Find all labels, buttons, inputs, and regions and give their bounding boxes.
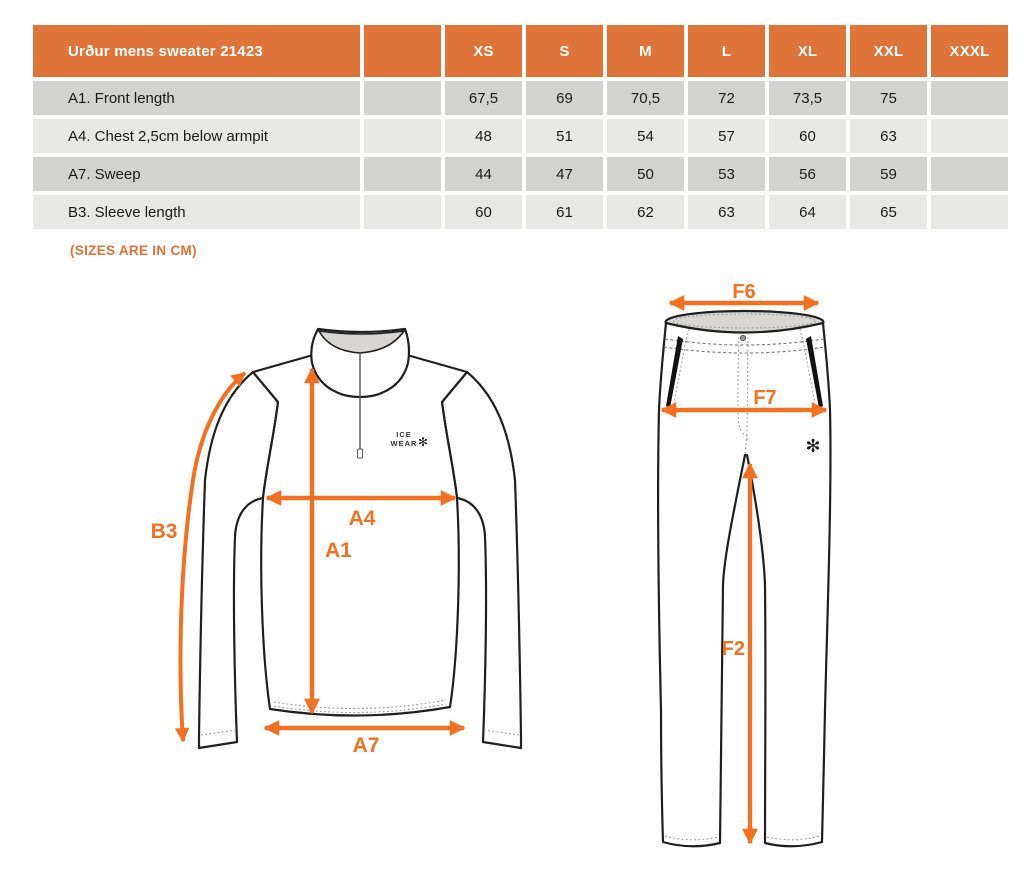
size-column-header-xxl: XXL — [850, 25, 927, 77]
size-value-cell — [931, 81, 1008, 115]
size-value-cell: 70,5 — [607, 81, 684, 115]
size-value-cell: 61 — [526, 195, 603, 229]
row-spacer-cell — [364, 119, 441, 153]
a4-measure-label: A4 — [348, 507, 376, 530]
waist-button — [740, 335, 745, 340]
size-value-cell: 63 — [850, 119, 927, 153]
size-value-cell — [931, 157, 1008, 191]
sizes-in-cm-note: (SIZES ARE IN CM) — [70, 243, 197, 258]
a1-measure-label: A1 — [325, 539, 352, 562]
size-table — [33, 25, 1008, 229]
size-value-cell: 73,5 — [769, 81, 846, 115]
f2-measure-label: F2 — [721, 638, 745, 660]
size-value-cell: 59 — [850, 157, 927, 191]
size-value-cell: 67,5 — [445, 81, 522, 115]
size-value-cell: 62 — [607, 195, 684, 229]
size-value-cell: 60 — [769, 119, 846, 153]
b3-measure-label: B3 — [150, 520, 178, 543]
pants-snowflake-icon: ✻ — [805, 436, 821, 457]
size-column-header-xl: XL — [769, 25, 846, 77]
size-value-cell: 50 — [607, 157, 684, 191]
size-value-cell: 48 — [445, 119, 522, 153]
size-value-cell: 72 — [688, 81, 765, 115]
size-column-header-xxxl: XXXL — [931, 25, 1008, 77]
size-value-cell: 47 — [526, 157, 603, 191]
row-spacer-cell — [364, 157, 441, 191]
size-value-cell: 54 — [607, 119, 684, 153]
zipper-pull — [358, 449, 363, 458]
size-value-cell: 64 — [769, 195, 846, 229]
size-column-header-xs: XS — [445, 25, 522, 77]
size-value-cell: 53 — [688, 157, 765, 191]
row-spacer-cell — [364, 195, 441, 229]
a7-measure-label: A7 — [352, 734, 380, 757]
size-column-header-s: S — [526, 25, 603, 77]
size-value-cell — [931, 195, 1008, 229]
size-value-cell: 57 — [688, 119, 765, 153]
size-value-cell: 44 — [445, 157, 522, 191]
size-value-cell: 75 — [850, 81, 927, 115]
table-title: Urður mens sweater 21423 — [33, 25, 360, 77]
size-value-cell: 51 — [526, 119, 603, 153]
row-label: A1. Front length — [33, 81, 360, 115]
size-value-cell: 69 — [526, 81, 603, 115]
size-column-header-l: L — [688, 25, 765, 77]
pants-measurement-diagram — [615, 281, 915, 885]
size-value-cell: 56 — [769, 157, 846, 191]
logo-snowflake-icon: ✻ — [417, 435, 429, 449]
size-value-cell: 63 — [688, 195, 765, 229]
sweater-measurement-diagram — [128, 285, 568, 785]
row-label: A7. Sweep — [33, 157, 360, 191]
size-column-header-m: M — [607, 25, 684, 77]
size-value-cell — [931, 119, 1008, 153]
ice-wear-logo-line2: WEAR — [390, 439, 418, 448]
ice-wear-logo-line1: ICE — [396, 430, 412, 439]
size-value-cell: 60 — [445, 195, 522, 229]
row-spacer-cell — [364, 81, 441, 115]
row-label: A4. Chest 2,5cm below armpit — [33, 119, 360, 153]
f7-measure-label: F7 — [753, 387, 777, 409]
pants-body — [658, 323, 830, 846]
f6-measure-label: F6 — [732, 281, 756, 303]
row-label: B3. Sleeve length — [33, 195, 360, 229]
size-value-cell: 65 — [850, 195, 927, 229]
table-header-spacer-cell — [364, 25, 441, 77]
